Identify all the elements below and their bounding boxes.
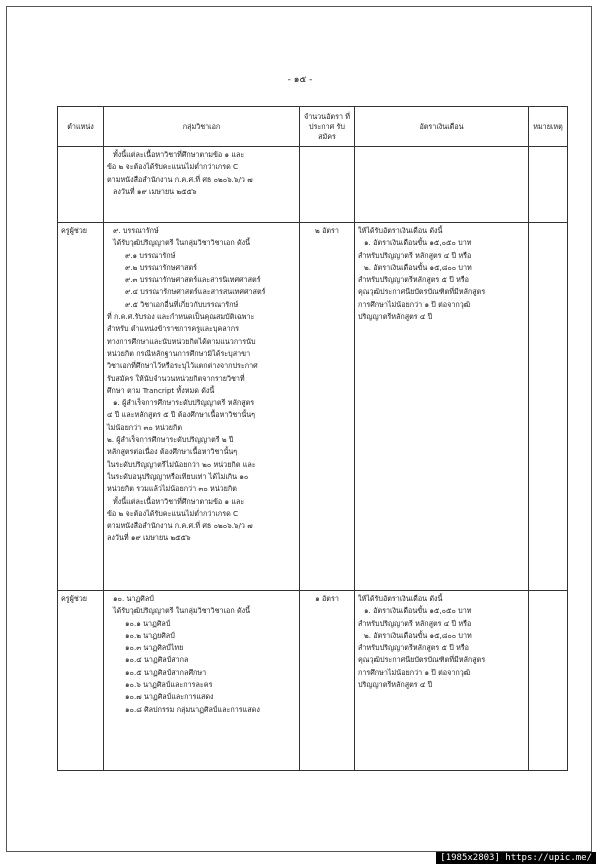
group-line: รับสมัคร ให้นับจำนวนหน่วยกิตจากรายวิชาที่ (107, 373, 245, 383)
salary-line: ๑. อัตราเงินเดือนขั้น ๑๕,๐๕๐ บาท (364, 238, 472, 248)
group-line: ๑๐.๔ นาฏศิลป์สากล (125, 655, 189, 665)
table-row (58, 223, 568, 591)
salary-line: ๑. อัตราเงินเดือนขั้น ๑๕,๐๕๐ บาท (364, 606, 472, 616)
salary-line: ๒. อัตราเงินเดือนขั้น ๑๕,๘๐๐ บาท (364, 262, 472, 272)
header-salary: อัตราเงินเดือน (355, 107, 529, 147)
group-line: หน่วยกิต กรณีหลักฐานการศึกษามิได้ระบุสาขา (107, 348, 251, 358)
qualification-table (57, 106, 568, 771)
group-cell (104, 147, 300, 223)
group-line: หลักสูตรต่อเนื่อง ต้องศึกษาเนื้อหาวิชานั้นๆ (107, 447, 238, 457)
page-number: - ๑๕ - (287, 75, 313, 85)
group-line: ๑๐.๒ นาฏยศิลป์ (125, 630, 175, 640)
salary-line: ๒. อัตราเงินเดือนขั้น ๑๕,๘๐๐ บาท (364, 630, 472, 640)
header-note: หมายเหตุ (529, 107, 568, 147)
group-line: ๙.๑ บรรณารักษ์ (125, 250, 176, 260)
group-line: ๙.๒ บรรณารักษศาสตร์ (125, 262, 198, 272)
salary-line: ปริญญาตรีหลักสูตร ๔ ปี (358, 680, 433, 690)
group-line: ที่ ก.ค.ศ.รับรอง และกำหนดเป็นคุณสมบัติเฉพาะ (107, 312, 255, 322)
note-cell (529, 223, 568, 591)
group-line: ๙.๕ วิชาเอกอื่นที่เกี่ยวกับบรรณารักษ์ (125, 299, 239, 309)
quota-cell: ๒ อัตรา (300, 223, 355, 591)
salary-line: สำหรับปริญญาตรี หลักสูตร ๔ ปี หรือ (358, 250, 472, 260)
group-line: ๙.๓ บรรณารักษศาสตร์และสารนิเทศศาสตร์ (125, 275, 261, 285)
group-line: ตามหนังสือสำนักงาน ก.ค.ศ.ที่ ศธ ๐๒๐๖.๖/ว ๗ (107, 174, 253, 184)
group-line: ในระดับอนุปริญญาหรือเทียบเท่า ได้ไม่เกิน ๑๐ (107, 471, 249, 481)
group-line: ๑. ผู้สำเร็จการศึกษาระดับปริญญาตรี หลักสูตร (113, 398, 255, 408)
group-line: ข้อ ๒ จะต้องได้รับคะแนนไม่ต่ำกว่าเกรด C (107, 162, 239, 172)
salary-cell (355, 223, 529, 591)
salary-cell (355, 147, 529, 223)
salary-line: การศึกษาไม่น้อยกว่า ๑ ปี ต่อจากวุฒิ (358, 667, 471, 677)
group-line: ไม่น้อยกว่า ๓๐ หน่วยกิต (107, 422, 183, 432)
group-line: ได้รับวุฒิปริญญาตรี ในกลุ่มวิชาวิชาเอก ดังนี้ (113, 238, 251, 248)
header-quota: จำนวนอัตรา ที่ประกาศ รับสมัคร (300, 107, 355, 147)
table-row (58, 591, 568, 771)
note-cell (529, 591, 568, 771)
group-line: ๑๐.๘ ศิลปกรรม กลุ่มนาฏศิลป์และการแสดง (125, 704, 260, 714)
group-line: ศึกษา ตาม Trancript ทั้งหมด ดังนี้ (107, 385, 215, 395)
group-line: ในระดับปริญญาตรีไม่น้อยกว่า ๒๐ หน่วยกิต และ (107, 459, 256, 469)
salary-cell (355, 591, 529, 771)
salary-line: สำหรับปริญญาตรีหลักสูตร ๕ ปี หรือ (358, 275, 469, 285)
group-line: ๑๐.๓ นาฏศิลป์ไทย (125, 643, 184, 653)
salary-line: สำหรับปริญญาตรีหลักสูตร ๕ ปี หรือ (358, 643, 469, 653)
salary-line: ให้ได้รับอัตราเงินเดือน ดังนี้ (358, 594, 443, 603)
group-line: สำหรับ ตำแหน่งข้าราชการครูและบุคลากร (107, 324, 239, 334)
note-cell (529, 147, 568, 223)
salary-line: ให้ได้รับอัตราเงินเดือน ดังนี้ (358, 226, 443, 235)
group-line: วิชาเอกที่ศึกษาไว้หรือระบุไว้แตกต่างจากประกาศ (107, 361, 258, 371)
group-line: ๙.๔ บรรณารักษศาสตร์และสารสนเทศศาสตร์ (125, 287, 266, 297)
group-cell (104, 223, 300, 591)
position-cell: ครูผู้ช่วย (58, 223, 104, 591)
quota-cell: ๑ อัตรา (300, 591, 355, 771)
group-line: ลงวันที่ ๑๙ เมษายน ๒๕๕๖ (113, 186, 197, 196)
table-row (58, 147, 568, 223)
group-line: ๙. บรรณารักษ์ (113, 226, 159, 235)
position-cell (58, 147, 104, 223)
group-line: ๑๐. นาฏศิลป์ (113, 594, 154, 603)
group-line: ทั้งนี้แต่ละเนื้อหาวิชาที่ศึกษาตามข้อ ๑ และ (113, 496, 245, 506)
position-cell: ครูผู้ช่วย (58, 591, 104, 771)
salary-line: คุณวุฒิประกาศนียบัตรบัณฑิตที่มีหลักสูตร (358, 287, 486, 297)
table-header-row (58, 107, 568, 147)
group-line: ๑๐.๗ นาฏศิลป์และการแสดง (125, 692, 214, 702)
group-line: ได้รับวุฒิปริญญาตรี ในกลุ่มวิชาวิชาเอก ดังนี้ (113, 606, 251, 616)
group-line: ตามหนังสือสำนักงาน ก.ค.ศ.ที่ ศธ ๐๒๐๖.๖/ว ๗ (107, 521, 253, 531)
group-line: ทั้งนี้แต่ละเนื้อหาวิชาที่ศึกษาตามข้อ ๑ และ (113, 150, 245, 159)
group-line: ๑๐.๑ นาฏศิลป์ (125, 618, 171, 628)
group-line: ทางการศึกษาและนับหน่วยกิตได้ตามแนวการนับ (107, 336, 256, 346)
salary-line: สำหรับปริญญาตรี หลักสูตร ๔ ปี หรือ (358, 618, 472, 628)
group-cell (104, 591, 300, 771)
group-line: ลงวันที่ ๑๙ เมษายน ๒๕๕๖ (107, 533, 191, 543)
salary-line: คุณวุฒิประกาศนียบัตรบัณฑิตที่มีหลักสูตร (358, 655, 486, 665)
group-line: หน่วยกิต รวมแล้วไม่น้อยกว่า ๓๐ หน่วยกิต (107, 484, 237, 494)
group-line: ๑๐.๖ นาฏศิลป์และการละคร (125, 680, 213, 690)
quota-cell (300, 147, 355, 223)
group-line: ๒. ผู้สำเร็จการศึกษาระดับปริญญาตรี ๒ ปี (107, 435, 234, 445)
salary-line: การศึกษาไม่น้อยกว่า ๑ ปี ต่อจากวุฒิ (358, 299, 471, 309)
group-line: ๑๐.๕ นาฏศิลป์สากลศึกษา (125, 667, 207, 677)
group-line: ๔ ปี และหลักสูตร ๕ ปี ต้องศึกษาเนื้อหาวิชานั้นๆ (107, 410, 256, 420)
group-line: ข้อ ๒ จะต้องได้รับคะแนนไม่ต่ำกว่าเกรด C (107, 508, 239, 518)
header-position: ตำแหน่ง (58, 107, 104, 147)
salary-line: ปริญญาตรีหลักสูตร ๔ ปี (358, 312, 433, 322)
header-group: กลุ่มวิชาเอก (104, 107, 300, 147)
source-watermark: [1985x2803] https://upic.me/ (436, 852, 596, 864)
